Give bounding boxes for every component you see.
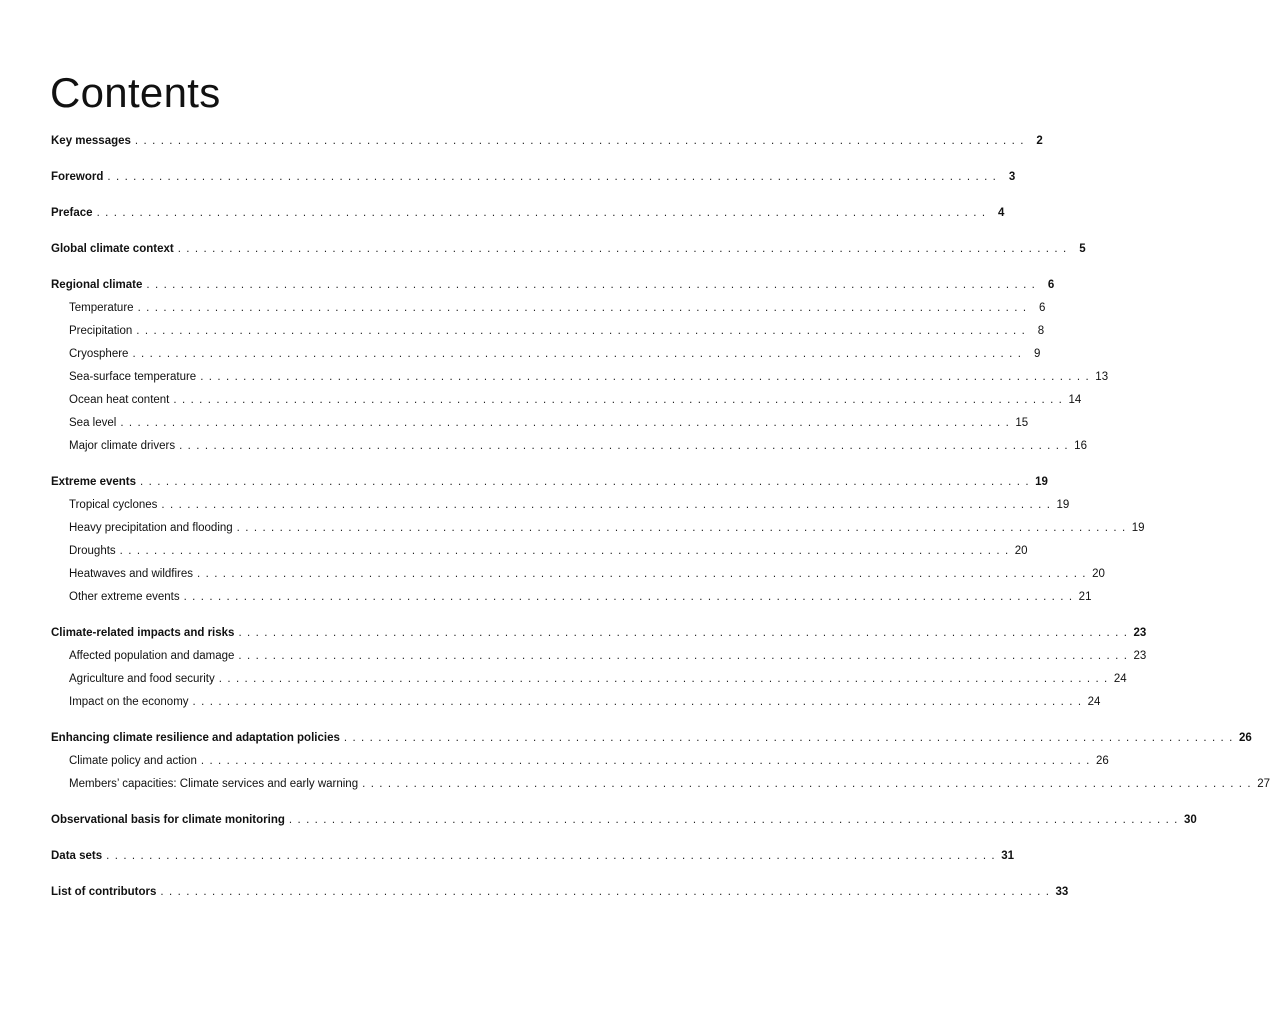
toc-entry-label: Major climate drivers — [69, 440, 176, 452]
section-gap — [51, 868, 673, 881]
toc-entry-label: Members’ capacities: Climate services and early warning — [69, 778, 359, 790]
toc-entry-affected-population[interactable] — [51, 645, 1147, 668]
section-gap — [51, 153, 673, 166]
toc-entry-tropical-cyclones[interactable] — [51, 494, 1070, 517]
toc-entry-page: 6 — [1047, 279, 1055, 291]
toc-entry-label: Extreme events — [51, 476, 137, 488]
toc-entry-label: Preface — [51, 207, 93, 219]
dot-leader: ........................................................................................................ — [161, 499, 1056, 511]
dot-leader: ........................................................................................................ — [177, 243, 1072, 255]
toc-entry-sea-surface-temperature[interactable] — [51, 366, 1109, 389]
toc-entry-observational-basis[interactable] — [51, 809, 1197, 832]
toc-entry-label: Agriculture and food security — [69, 673, 215, 685]
toc-entry-page: 8 — [1037, 325, 1045, 337]
toc-entry-page: 23 — [1133, 627, 1147, 639]
dot-leader: ........................................................................................................ — [119, 545, 1014, 557]
toc-entry-climate-policy-action[interactable] — [51, 750, 1109, 773]
dot-leader: ........................................................................................................ — [132, 348, 1027, 360]
dot-leader: ........................................................................................................ — [107, 171, 1002, 183]
dot-leader: ........................................................................................................ — [200, 371, 1095, 383]
table-of-contents — [51, 130, 1270, 904]
toc-entry-label: Foreword — [51, 171, 104, 183]
dot-leader: ........................................................................................................ — [120, 417, 1015, 429]
toc-entry-page: 20 — [1092, 568, 1105, 580]
toc-entry-page: 9 — [1033, 348, 1041, 360]
toc-entry-agriculture-food-security[interactable] — [51, 668, 1127, 691]
toc-entry-label: List of contributors — [51, 886, 157, 898]
dot-leader: ........................................................................................................ — [343, 732, 1238, 744]
toc-entry-label: Climate-related impacts and risks — [51, 627, 235, 639]
dot-leader: ........................................................................................................ — [238, 627, 1133, 639]
toc-entry-label: Cryosphere — [69, 348, 129, 360]
toc-entry-label: Precipitation — [69, 325, 133, 337]
dot-leader: ........................................................................................................ — [134, 135, 1029, 147]
dot-leader: ........................................................................................................ — [183, 591, 1078, 603]
dot-leader: ........................................................................................................ — [173, 394, 1068, 406]
toc-entry-label: Sea level — [69, 417, 117, 429]
toc-entry-page: 5 — [1079, 243, 1086, 255]
toc-entry-precipitation[interactable] — [51, 320, 1045, 343]
dot-leader: ........................................................................................................ — [96, 207, 991, 219]
page-title: Contents — [50, 69, 221, 116]
section-gap — [51, 714, 673, 727]
toc-entry-label: Tropical cyclones — [69, 499, 158, 511]
toc-entry-major-climate-drivers[interactable] — [51, 435, 1087, 458]
toc-entry-page: 33 — [1055, 886, 1069, 898]
toc-entry-label: Heavy precipitation and flooding — [69, 522, 233, 534]
dot-leader: ........................................................................................................ — [362, 778, 1256, 790]
toc-entry-page: 31 — [1001, 850, 1015, 862]
dot-leader: ........................................................................................................ — [136, 325, 1031, 337]
toc-entry-page: 26 — [1238, 732, 1252, 744]
toc-entry-data-sets[interactable] — [51, 845, 1015, 868]
toc-entry-label: Global climate context — [51, 243, 174, 255]
dot-leader: ........................................................................................................ — [238, 650, 1133, 662]
toc-entry-label: Climate policy and action — [69, 755, 197, 767]
toc-entry-page: 23 — [1133, 650, 1147, 662]
toc-entry-label: Key messages — [51, 135, 131, 147]
toc-entry-page: 24 — [1087, 696, 1101, 708]
toc-entry-page: 2 — [1036, 135, 1043, 147]
dot-leader: ........................................................................................................ — [160, 886, 1055, 898]
toc-entry-foreword[interactable] — [51, 166, 1016, 189]
dot-leader: ........................................................................................................ — [140, 476, 1034, 488]
toc-entry-label: Heatwaves and wildfires — [69, 568, 194, 580]
toc-entry-page: 4 — [998, 207, 1005, 219]
toc-entry-label: Sea-surface temperature — [69, 371, 197, 383]
toc-entry-label: Observational basis for climate monitoring — [51, 814, 285, 826]
toc-entry-page: 21 — [1078, 591, 1092, 603]
toc-entry-regional-climate[interactable] — [51, 274, 1055, 297]
dot-leader: ........................................................................................................ — [146, 279, 1041, 291]
toc-entry-climate-related-impacts[interactable] — [51, 622, 1147, 645]
toc-entry-page: 19 — [1056, 499, 1070, 511]
dot-leader: ........................................................................................................ — [288, 814, 1183, 826]
toc-entry-page: 20 — [1014, 545, 1028, 557]
section-gap — [51, 832, 673, 845]
toc-entry-label: Temperature — [69, 302, 134, 314]
toc-entry-page: 6 — [1039, 302, 1046, 314]
section-gap — [51, 189, 673, 202]
toc-entry-page: 19 — [1035, 476, 1048, 488]
toc-entry-page: 13 — [1095, 371, 1109, 383]
toc-entry-heavy-precipitation-and-flooding[interactable] — [51, 517, 1145, 540]
toc-entry-page: 15 — [1015, 417, 1029, 429]
toc-entry-label: Affected population and damage — [69, 650, 235, 662]
toc-entry-page: 30 — [1183, 814, 1197, 826]
toc-entry-sea-level[interactable] — [51, 412, 1029, 435]
toc-entry-enhancing-climate-resilience[interactable] — [51, 727, 1252, 750]
dot-leader: ........................................................................................................ — [218, 673, 1113, 685]
toc-entry-droughts[interactable] — [51, 540, 1028, 563]
dot-leader: ........................................................................................................ — [197, 568, 1091, 580]
toc-entry-page: 3 — [1008, 171, 1016, 183]
toc-entry-heatwaves-and-wildfires[interactable] — [51, 563, 1105, 586]
section-gap — [51, 609, 673, 622]
dot-leader: ........................................................................................................ — [106, 850, 1001, 862]
toc-entry-extreme-events[interactable] — [51, 471, 1048, 494]
toc-entry-preface[interactable] — [51, 202, 1005, 225]
section-gap — [51, 796, 673, 809]
toc-entry-list-of-contributors[interactable] — [51, 881, 1069, 904]
toc-entry-members-capacities[interactable] — [51, 773, 1270, 796]
dot-leader: ........................................................................................................ — [236, 522, 1131, 534]
toc-entry-label: Droughts — [69, 545, 116, 557]
toc-entry-label: Enhancing climate resilience and adaptation policies — [51, 732, 340, 744]
toc-entry-impact-on-economy[interactable] — [51, 691, 1101, 714]
dot-leader: ........................................................................................................ — [179, 440, 1073, 452]
toc-entry-page: 24 — [1113, 673, 1127, 685]
toc-entry-label: Ocean heat content — [69, 394, 170, 406]
dot-leader: ........................................................................................................ — [200, 755, 1095, 767]
dot-leader: ........................................................................................................ — [137, 302, 1032, 314]
toc-entry-page: 26 — [1095, 755, 1109, 767]
toc-entry-label: Other extreme events — [69, 591, 180, 603]
toc-entry-key-messages[interactable] — [51, 130, 1043, 153]
toc-entry-label: Impact on the economy — [69, 696, 189, 708]
section-gap — [51, 225, 673, 238]
toc-entry-page: 27 — [1257, 778, 1270, 790]
toc-entry-label: Regional climate — [51, 279, 143, 291]
toc-entry-ocean-heat-content[interactable] — [51, 389, 1082, 412]
toc-entry-label: Data sets — [51, 850, 103, 862]
section-gap — [51, 458, 673, 471]
toc-entry-cryosphere[interactable] — [51, 343, 1041, 366]
toc-entry-page: 14 — [1068, 394, 1082, 406]
toc-entry-page: 16 — [1074, 440, 1087, 452]
toc-entry-temperature[interactable] — [51, 297, 1046, 320]
toc-entry-page: 19 — [1131, 522, 1145, 534]
dot-leader: ........................................................................................................ — [192, 696, 1087, 708]
toc-entry-other-extreme-events[interactable] — [51, 586, 1092, 609]
toc-entry-global-climate-context[interactable] — [51, 238, 1086, 261]
section-gap — [51, 261, 673, 274]
